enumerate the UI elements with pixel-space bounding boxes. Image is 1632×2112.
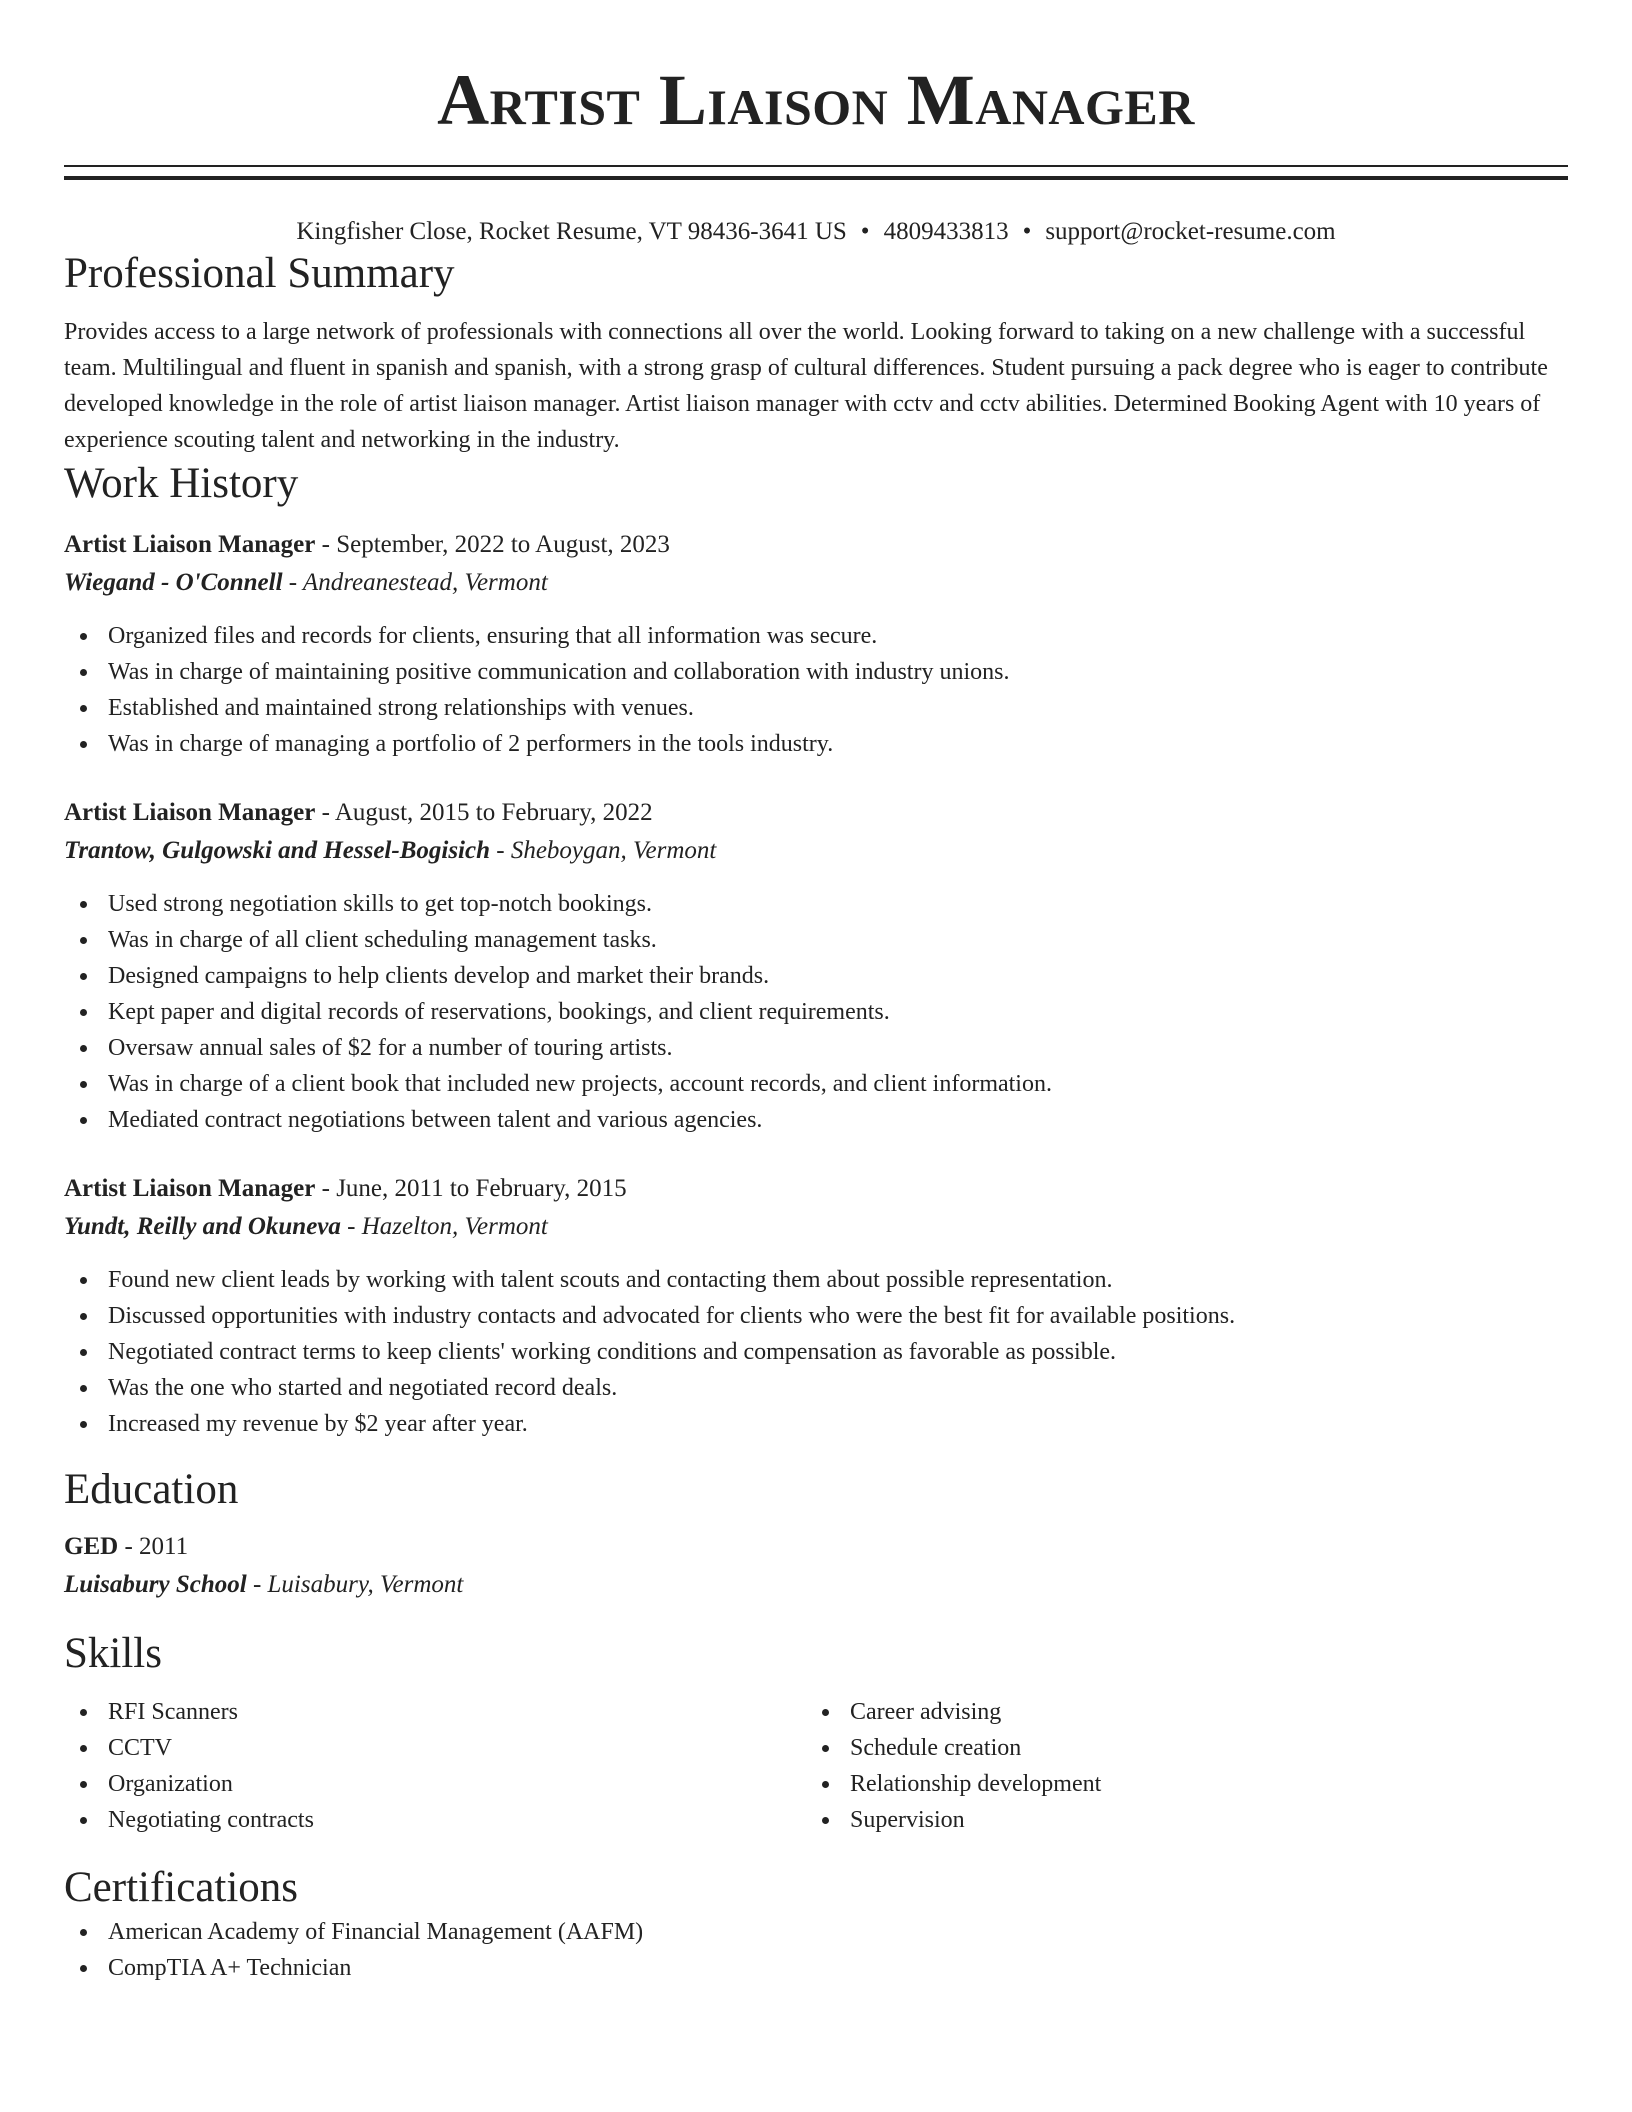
contact-email: support@rocket-resume.com: [1045, 218, 1336, 245]
skills-column-left: [64, 1694, 806, 1838]
skills-grid: [64, 1694, 1568, 1838]
title-divider: [64, 165, 1568, 180]
certifications-list: [64, 1914, 1568, 1986]
job-location: - Andreanestead, Vermont: [282, 569, 548, 596]
job-entry: [64, 1170, 1568, 1442]
job-duty: Was in charge of maintaining positive communication and collaboration with industry unions.: [64, 654, 1568, 690]
contact-address: Kingfisher Close, Rocket Resume, VT 98436-3641 US: [296, 218, 847, 245]
education-degree: GED: [64, 1533, 119, 1560]
job-duty: Established and maintained strong relationships with venues.: [64, 690, 1568, 726]
job-heading: [64, 526, 1568, 564]
skill-item: Organization: [64, 1766, 806, 1802]
education-location: - Luisabury, Vermont: [246, 1571, 464, 1598]
job-duties: [64, 1262, 1568, 1442]
job-entry: [64, 794, 1568, 1138]
contact-separator: •: [860, 218, 870, 245]
job-duty: Designed campaigns to help clients develop and market their brands.: [64, 958, 1568, 994]
job-duty: Discussed opportunities with industry contacts and advocated for clients who were the best fit for available positions.: [64, 1298, 1568, 1334]
job-duty: Organized files and records for clients, ensuring that all information was secure.: [64, 618, 1568, 654]
job-duty: Mediated contract negotiations between talent and various agencies.: [64, 1102, 1568, 1138]
education-year: - 2011: [118, 1533, 189, 1560]
education-school-line: [64, 1566, 1568, 1604]
skill-item: CCTV: [64, 1730, 806, 1766]
job-employer: [64, 832, 1568, 870]
resume-page: [64, 0, 1568, 1986]
education-heading: Education: [64, 1466, 239, 1513]
job-company: Yundt, Reilly and Okuneva: [64, 1213, 341, 1240]
job-duty: Found new client leads by working with talent scouts and contacting them about possible representation.: [64, 1262, 1568, 1298]
contact-line: [64, 216, 1568, 248]
contact-phone: 4809433813: [883, 218, 1009, 245]
job-duty: Kept paper and digital records of reservations, bookings, and client requirements.: [64, 994, 1568, 1030]
job-dates: - September, 2022 to August, 2023: [315, 531, 670, 558]
certification-item: CompTIA A+ Technician: [64, 1950, 1568, 1986]
education-school: Luisabury School: [64, 1571, 247, 1598]
job-entry: [64, 526, 1568, 762]
job-duty: Was in charge of managing a portfolio of 2 performers in the tools industry.: [64, 726, 1568, 762]
job-role: Artist Liaison Manager: [64, 531, 316, 558]
job-employer: [64, 1208, 1568, 1246]
work-history-heading: Work History: [64, 460, 299, 507]
skills-column-right: [806, 1694, 1548, 1838]
education-entry: [64, 1528, 1568, 1604]
job-duty: Negotiated contract terms to keep clients' working conditions and compensation as favorable as possible.: [64, 1334, 1568, 1370]
job-duty: Was in charge of a client book that included new projects, account records, and client information.: [64, 1066, 1568, 1102]
job-dates: - June, 2011 to February, 2015: [315, 1175, 627, 1202]
certification-item: American Academy of Financial Management (AAFM): [64, 1914, 1568, 1950]
job-duty: Was in charge of all client scheduling management tasks.: [64, 922, 1568, 958]
job-role: Artist Liaison Manager: [64, 799, 316, 826]
skill-item: RFI Scanners: [64, 1694, 806, 1730]
job-duty: Was the one who started and negotiated record deals.: [64, 1370, 1568, 1406]
skill-item: Career advising: [806, 1694, 1548, 1730]
job-location: - Hazelton, Vermont: [340, 1213, 548, 1240]
job-location: - Sheboygan, Vermont: [490, 837, 717, 864]
skill-item: Negotiating contracts: [64, 1802, 806, 1838]
skills-heading: Skills: [64, 1630, 162, 1677]
contact-separator: •: [1022, 218, 1032, 245]
summary-text: Provides access to a large network of professionals with connections all over the world. Looking forward to taking on a new challenge with a successful team. Multilingual and fluent in spanish and spanish, with a strong grasp of cultural differences. Student pursuing a pack degree who is eager to contribute developed knowledge in the role of artist liaison manager. Artist liaison manager with cctv and cctv abilities. Determined Booking Agent with 10 years of experience scouting talent and networking in the industry.: [64, 319, 1548, 453]
job-heading: [64, 794, 1568, 832]
job-dates: - August, 2015 to February, 2022: [315, 799, 653, 826]
skill-item: Schedule creation: [806, 1730, 1548, 1766]
education-degree-line: [64, 1528, 1568, 1566]
job-duties: [64, 618, 1568, 762]
certifications-heading: Certifications: [64, 1864, 299, 1911]
job-company: Trantow, Gulgowski and Hessel-Bogisich: [64, 837, 490, 864]
job-heading: [64, 1170, 1568, 1208]
summary-heading: Professional Summary: [64, 250, 455, 297]
job-duties: [64, 886, 1568, 1138]
skill-item: Relationship development: [806, 1766, 1548, 1802]
work-history-list: [64, 526, 1568, 1442]
job-duty: Oversaw annual sales of $2 for a number of touring artists.: [64, 1030, 1568, 1066]
job-role: Artist Liaison Manager: [64, 1175, 316, 1202]
resume-title: Artist Liaison Manager: [437, 60, 1195, 140]
skill-item: Supervision: [806, 1802, 1548, 1838]
job-company: Wiegand - O'Connell: [64, 569, 283, 596]
job-duty: Increased my revenue by $2 year after year.: [64, 1406, 1568, 1442]
job-employer: [64, 564, 1568, 602]
job-duty: Used strong negotiation skills to get top-notch bookings.: [64, 886, 1568, 922]
